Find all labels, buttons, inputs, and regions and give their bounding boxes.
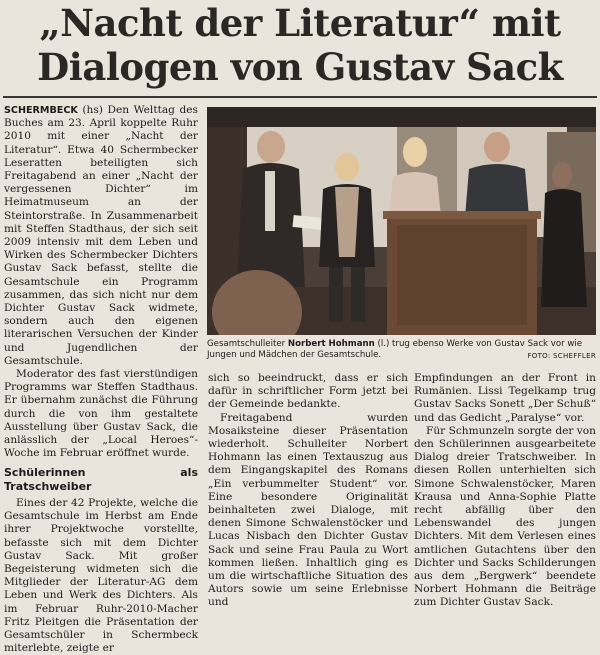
caption-text: (l.) trug ebenso Werke von Gustav Sack vor wie Jungen und Mädchen der Gesamtschule. [207, 339, 583, 360]
photo-caption [207, 339, 596, 362]
paragraph: Für Schmunzeln sorgte der von den Schülerinnen ausgearbeitete Dialog dreier Tratschweiber. In diesen Rollen unterhielten sich Simone Schwalenstöcker, Maren Krausa und Anna-Sophie Platte recht abfällig über den Lebenswandel des jungen Dichters. Mit dem Verlesen eines amtlichen Gutachtens über den Dichter und Sacks Schilderungen aus dem „Bergwerk“ beendete Norbert Hohmann die Beiträge zum Dichter Gustav Sack. [414, 424, 596, 609]
headline-rule [3, 96, 597, 98]
paragraph: sich so beeindruckt, dass er sich dafür in schriftlicher Form jetzt bei der Gemeinde bedankte. [208, 372, 408, 411]
paragraph: Moderator des fast vierstündigen Programms war Steffen Stadthaus. Er übernahm zunächst die Führung durch die von ihm gestaltete Ausstellung über Gustav Sack, die anlässlich der „Local Heroes“-Woche im Februar eröffnet wurde. [4, 368, 198, 460]
article-column-1 [4, 104, 198, 655]
headline [0, 0, 600, 92]
article-column-2 [208, 372, 408, 610]
dateline: SCHERMBECK [4, 105, 78, 116]
headline-line-1: „Nacht der Literatur“ mit [39, 1, 561, 45]
photo-credit: FOTO: SCHEFFLER [527, 352, 596, 360]
subheading: Schülerinnen als Tratschweiber [4, 466, 198, 493]
article-photo [207, 107, 596, 335]
caption-lead: Gesamtschulleiter [207, 339, 286, 349]
article-column-3 [414, 372, 596, 610]
paragraph: Eines der 42 Projekte, welche die Gesamtschule im Herbst am Ende ihrer Projektwoche vorstellte, befasste sich mit dem Dichter Gustav Sack. Mit großer Begeisterung widmeten sich die Mitglieder der Literatur-AG dem Leben und Werk des Dichters. Als im Februar Ruhr-2010-Macher Fritz Pleitgen die Präsentation der Gesamtschüler in Schermbeck miterlebte, zeigte er [4, 496, 198, 655]
paragraph [4, 104, 198, 368]
paragraph-text: (hs) Den Welttag des Buches am 23. April koppelte Ruhr 2010 mit einer „Nacht der Literatur“. Etwa 40 Schermbecker Leseratten beteiligten sich Freitagabend an einer „Nacht der vergessenen Dichter“ im Heimatmuseum an der Steintorstraße. In Zusammenarbeit mit Steffen Stadthaus, der sich seit 2009 intensiv mit dem Leben und Wirken des Schermbecker Dichters Gustav Sack befasst, stellte die Gesamtschule ein Programm zusammen, das sich nicht nur dem Dichter Gustav Sack widmete, sondern auch den eigenen literarischen Versuchen der Kinder und Jugendlichen der Gesamtschule. [4, 104, 198, 367]
paragraph: Freitagabend wurden Mosaiksteine dieser Präsentation wiederholt. Schulleiter Norbert Hohmann las einen Textauszug aus dem Eingangskapitel des Romans „Ein verbummelter Student“ vor. Eine besondere Originalität beinhalteten zwei Dialoge, mit denen Simone Schwalenstöcker und Lucas Nisbach den Dichter Gustav Sack und seine Frau Paula zu Wort kommen ließen. Inhaltlich ging es um die wirtschaftliche Situation des Autors sowie um seine Erlebnisse und [208, 411, 408, 609]
headline-line-2: Dialogen von Gustav Sack [37, 45, 563, 89]
photo-scene [207, 107, 596, 335]
paragraph: Empfindungen an der Front in Rumänien. Lissi Tegelkamp trug Gustav Sacks Sonett „Der Schuß“ und das Gedicht „Paralyse“ vor. [414, 372, 596, 424]
caption-name: Norbert Hohmann [287, 339, 375, 349]
